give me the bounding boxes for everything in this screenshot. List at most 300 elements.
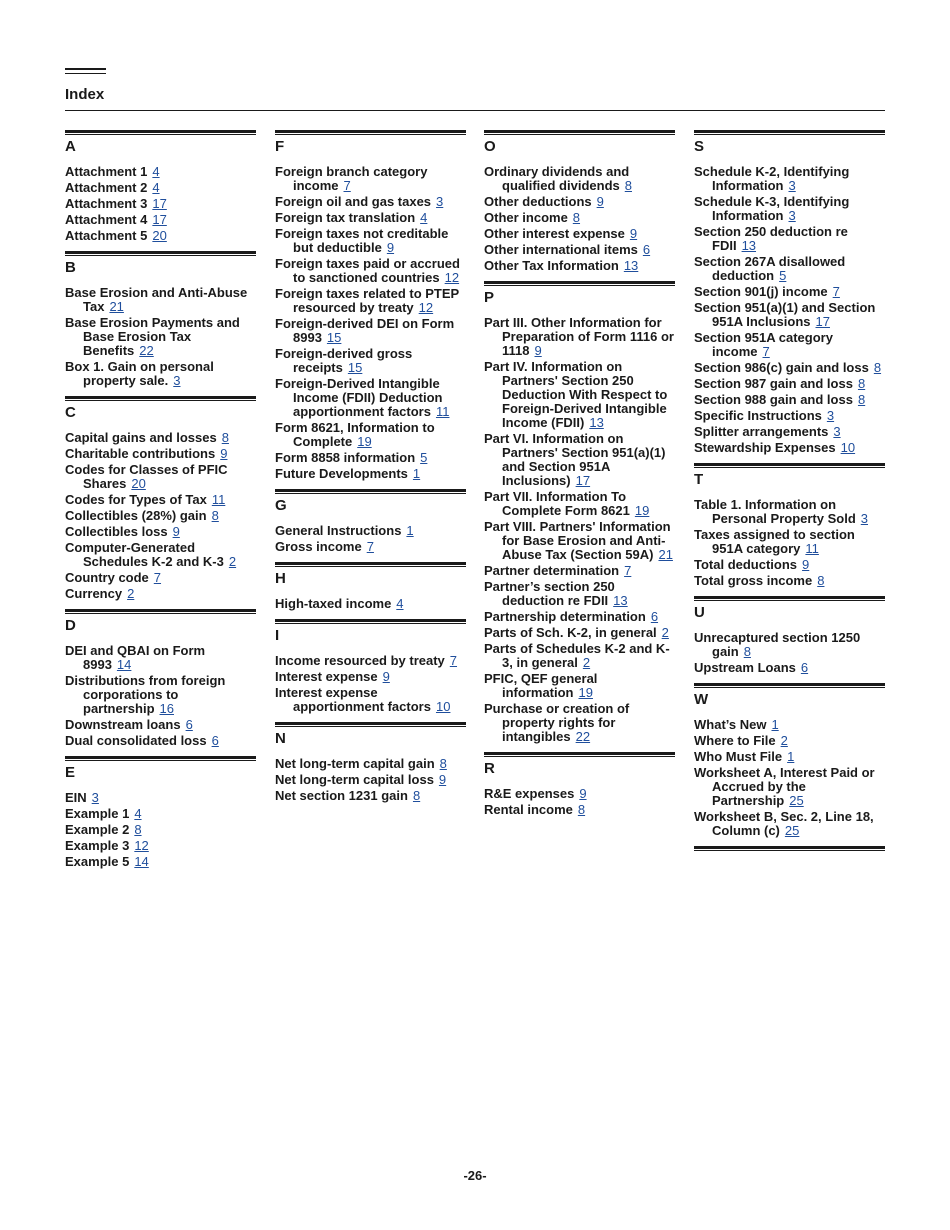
entry-text: High-taxed income	[275, 596, 392, 611]
section-letter: H	[275, 570, 286, 587]
entry-text: Interest expense	[275, 669, 378, 684]
page-link[interactable]: 15	[347, 360, 363, 375]
index-entry	[484, 432, 675, 488]
page-link[interactable]: 13	[613, 593, 628, 608]
index-section-i	[275, 619, 466, 722]
index-entry	[694, 377, 885, 391]
page-link[interactable]: 2	[228, 554, 237, 569]
entry-text: Partner determination	[484, 563, 620, 578]
index-entry	[694, 409, 885, 423]
entry-text: Section 987 gain and loss	[694, 376, 853, 391]
page-link[interactable]: 13	[589, 415, 604, 430]
entry-list	[275, 597, 466, 619]
index-entry	[65, 587, 256, 601]
page-link[interactable]: 4	[152, 164, 160, 179]
entry-text: DEI and QBAI on Form 8993	[65, 643, 206, 672]
page-link[interactable]: 2	[661, 625, 669, 640]
index-entry	[275, 670, 466, 684]
page-link[interactable]: 1	[406, 523, 414, 538]
page-link[interactable]: 17	[152, 196, 167, 211]
entry-text: Interest expense apportionment factors	[275, 685, 431, 714]
page-link[interactable]: 6	[642, 242, 651, 257]
entry-text: Example 3	[65, 838, 130, 853]
page-link[interactable]: 8	[134, 822, 142, 837]
index-section-p	[484, 281, 675, 752]
page-link[interactable]: 7	[153, 570, 162, 585]
section-letter: R	[484, 760, 495, 777]
index-entry	[65, 734, 256, 748]
section-divider	[694, 130, 885, 135]
page-link[interactable]: 25	[789, 793, 804, 808]
page-link[interactable]: 19	[634, 503, 650, 518]
index-entry	[65, 674, 256, 716]
index-entry	[275, 789, 466, 803]
page-link[interactable]: 7	[624, 563, 632, 578]
entry-list	[484, 165, 675, 281]
page-link[interactable]: 20	[152, 228, 167, 243]
index-entry	[65, 431, 256, 445]
entry-text: Example 5	[65, 854, 130, 869]
section-divider	[484, 281, 675, 286]
entry-text: Gross income	[275, 539, 362, 554]
page-link[interactable]: 3	[860, 511, 868, 526]
entry-text: Future Developments	[275, 466, 408, 481]
page-link[interactable]: 8	[743, 644, 751, 659]
index-entry	[65, 316, 256, 358]
index-entry	[484, 580, 675, 608]
index-entry	[65, 493, 256, 507]
index-section-o	[484, 130, 675, 281]
index-entry	[694, 810, 885, 838]
entry-text: Other Tax Information	[484, 258, 619, 273]
entry-text: Charitable contributions	[65, 446, 216, 461]
entry-list	[694, 631, 885, 683]
page-link[interactable]: 8	[624, 178, 632, 193]
page-link[interactable]: 10	[840, 440, 856, 455]
page-link[interactable]: 4	[396, 596, 404, 611]
page-link[interactable]: 11	[805, 541, 819, 556]
entry-text: Income resourced by treaty	[275, 653, 445, 668]
entry-text: EIN	[65, 790, 87, 805]
entry-text: Net section 1231 gain	[275, 788, 408, 803]
page-link[interactable]: 5	[420, 450, 428, 465]
section-letter: C	[65, 404, 76, 421]
page-link[interactable]: 1	[771, 717, 779, 732]
index-entry	[65, 718, 256, 732]
page-link[interactable]: 19	[578, 685, 593, 700]
section-divider	[65, 251, 256, 256]
index-entry	[484, 672, 675, 700]
index-entry	[275, 195, 466, 209]
index-entry	[65, 571, 256, 585]
page-link[interactable]: 3	[788, 208, 796, 223]
index-entry	[275, 347, 466, 375]
index-entry	[65, 509, 256, 523]
index-column-1	[65, 130, 256, 877]
page-link[interactable]: 2	[127, 586, 135, 601]
index-section-g	[275, 489, 466, 562]
section-divider	[65, 609, 256, 614]
entry-text: Dual consolidated loss	[65, 733, 207, 748]
index-entry	[65, 360, 256, 388]
index-section-c	[65, 396, 256, 609]
entry-text: Part VIII. Partners' Information for Base Erosion and Anti-Abuse Tax (Section 59A)	[484, 519, 671, 562]
page-link[interactable]: 8	[439, 756, 447, 771]
page-link[interactable]: 3	[833, 424, 841, 439]
entry-text: Form 8621, Information to Complete	[275, 420, 435, 449]
index-entry	[65, 541, 256, 569]
index-entry	[65, 791, 256, 805]
column-end-divider	[694, 846, 885, 851]
index-entry	[694, 750, 885, 764]
page-link[interactable]: 9	[386, 240, 395, 255]
page-link[interactable]: 4	[420, 210, 428, 225]
page-link[interactable]: 1	[787, 749, 795, 764]
page-title: Index	[65, 86, 105, 103]
entry-list	[275, 524, 466, 562]
entry-text: Section 267A disallowed deduction	[694, 254, 846, 283]
index-entry	[275, 773, 466, 787]
index-entry	[484, 490, 675, 518]
page-link[interactable]: 19	[357, 434, 372, 449]
entry-text: Net long-term capital loss	[275, 772, 434, 787]
entry-text: Base Erosion and Anti-Abuse Tax	[65, 285, 248, 314]
entry-text: Example 1	[65, 806, 130, 821]
index-entry	[484, 702, 675, 744]
entry-text: General Instructions	[275, 523, 402, 538]
section-divider	[484, 752, 675, 757]
section-letter: E	[65, 764, 76, 781]
section-divider	[484, 130, 675, 135]
index-entry	[275, 686, 466, 714]
entry-text: Stewardship Expenses	[694, 440, 836, 455]
page-link[interactable]: 3	[91, 790, 99, 805]
index-section-f	[275, 130, 466, 489]
index-section-u	[694, 596, 885, 683]
section-letter: N	[275, 730, 286, 747]
page-link[interactable]: 9	[802, 557, 810, 572]
page-link[interactable]: 8	[412, 788, 421, 803]
entry-text: Other deductions	[484, 194, 592, 209]
page-link[interactable]: 13	[741, 238, 757, 253]
page-link[interactable]: 10	[435, 699, 451, 714]
entry-text: Collectibles loss	[65, 524, 168, 539]
entry-text: Foreign-derived DEI on Form 8993	[275, 316, 455, 345]
entry-text: Part IV. Information on Partners' Section 250 Deduction With Respect to Foreign-Derived Intangible Income (FDII)	[484, 359, 668, 430]
page-link[interactable]: 6	[211, 733, 219, 748]
entry-text: Foreign taxes paid or accrued to sanctioned countries	[275, 256, 460, 285]
page-link[interactable]: 9	[579, 786, 587, 801]
entry-list	[275, 165, 466, 489]
index-entry	[484, 360, 675, 430]
page-link[interactable]: 3	[788, 178, 796, 193]
entry-text: Attachment 4	[65, 212, 148, 227]
page-link[interactable]: 13	[623, 258, 639, 273]
page-link[interactable]: 7	[832, 284, 840, 299]
page-link[interactable]: 2	[780, 733, 788, 748]
page-link[interactable]: 8	[577, 802, 586, 817]
entry-text: Foreign-derived gross receipts	[275, 346, 413, 375]
page-link[interactable]: 17	[815, 314, 830, 329]
page-link[interactable]: 7	[366, 539, 374, 554]
page-link[interactable]: 25	[784, 823, 800, 838]
section-letter: O	[484, 138, 496, 155]
entry-text: Taxes assigned to section 951A category	[694, 527, 855, 556]
section-divider	[275, 130, 466, 135]
section-letter: G	[275, 497, 287, 514]
entry-list	[694, 498, 885, 596]
page-link[interactable]: 14	[134, 854, 149, 869]
page-link[interactable]: 17	[152, 212, 167, 227]
index-entry	[275, 257, 466, 285]
page-link[interactable]: 1	[412, 466, 421, 481]
index-section-s	[694, 130, 885, 463]
entry-list	[65, 644, 256, 756]
entry-text: Base Erosion Payments and Base Erosion Tax Benefits	[65, 315, 240, 358]
index-entry	[275, 421, 466, 449]
entry-text: Attachment 5	[65, 228, 148, 243]
index-entry	[65, 463, 256, 491]
index-entry	[484, 259, 675, 273]
page-link[interactable]: 8	[221, 430, 229, 445]
index-entry	[484, 803, 675, 817]
entry-text: Worksheet A, Interest Paid or Accrued by the Partnership	[694, 765, 875, 808]
page-link[interactable]: 14	[116, 657, 132, 672]
section-divider	[275, 619, 466, 624]
page-link[interactable]: 22	[139, 343, 154, 358]
page-link[interactable]: 9	[629, 226, 638, 241]
entry-text: Foreign taxes not creditable but deductible	[275, 226, 449, 255]
entry-text: Upstream Loans	[694, 660, 796, 675]
index-entry	[694, 225, 885, 253]
entry-text: Splitter arrangements	[694, 424, 829, 439]
page-link[interactable]: 7	[449, 653, 458, 668]
entry-text: Currency	[65, 586, 123, 601]
entry-text: Table 1. Information on Personal Property Sold	[694, 497, 856, 526]
index-section-t	[694, 463, 885, 596]
entry-text: Worksheet B, Sec. 2, Line 18, Column (c)	[694, 809, 874, 838]
index-entry	[484, 195, 675, 209]
section-divider	[275, 722, 466, 727]
entry-text: Codes for Types of Tax	[65, 492, 207, 507]
index-entry	[275, 165, 466, 193]
index-entry	[65, 447, 256, 461]
page-link[interactable]: 11	[435, 404, 450, 419]
page-link[interactable]: 12	[134, 838, 149, 853]
page-link[interactable]: 22	[575, 729, 591, 744]
entry-text: Part III. Other Information for Preparation of Form 1116 or 1118	[484, 315, 674, 358]
entry-text: Box 1. Gain on personal property sale.	[65, 359, 214, 388]
index-entry	[65, 855, 256, 869]
page-link[interactable]: 8	[857, 392, 866, 407]
index-entry	[275, 597, 466, 611]
page-link[interactable]: 15	[326, 330, 342, 345]
page-link[interactable]: 2	[582, 655, 591, 670]
entry-list	[65, 791, 256, 877]
index-entry	[694, 734, 885, 748]
entry-text: Total gross income	[694, 573, 813, 588]
section-letter: I	[275, 627, 280, 644]
entry-text: Foreign tax translation	[275, 210, 416, 225]
index-entry	[275, 467, 466, 481]
page-link[interactable]: 11	[211, 492, 226, 507]
index-entry	[65, 286, 256, 314]
section-divider	[694, 463, 885, 468]
entry-text: Distributions from foreign corporations to partnership	[65, 673, 226, 716]
page-link[interactable]: 7	[762, 344, 770, 359]
entry-text: Schedule K-2, Identifying Information	[694, 164, 850, 193]
index-entry	[275, 227, 466, 255]
page-link[interactable]: 4	[134, 806, 142, 821]
section-divider	[694, 683, 885, 688]
entry-list	[484, 316, 675, 752]
index-entry	[694, 255, 885, 283]
section-letter: B	[65, 259, 76, 276]
entry-text: Foreign oil and gas taxes	[275, 194, 432, 209]
entry-text: Foreign branch category income	[275, 164, 428, 193]
entry-list	[275, 654, 466, 722]
entry-text: Section 250 deduction re FDII	[694, 224, 848, 253]
section-divider	[65, 756, 256, 761]
index-entry	[484, 165, 675, 193]
section-divider	[65, 130, 256, 135]
section-letter: S	[694, 138, 705, 155]
section-letter: D	[65, 617, 76, 634]
page-link[interactable]: 9	[382, 669, 390, 684]
page-link[interactable]: 3	[826, 408, 835, 423]
entry-text: Part VII. Information To Complete Form 8621	[484, 489, 630, 518]
page-link[interactable]: 21	[658, 547, 673, 562]
entry-text: Other international items	[484, 242, 638, 257]
index-entry	[694, 195, 885, 223]
index-entry	[694, 361, 885, 375]
title-divider	[65, 110, 885, 111]
index-entry	[65, 644, 256, 672]
page-link[interactable]: 6	[800, 660, 809, 675]
entry-text: Where to File	[694, 733, 776, 748]
section-letter: W	[694, 691, 709, 708]
page-link[interactable]: 6	[185, 717, 193, 732]
index-entry	[484, 243, 675, 257]
entry-list	[65, 286, 256, 396]
index-entry	[65, 807, 256, 821]
entry-text: Total deductions	[694, 557, 798, 572]
entry-text: Foreign taxes related to PTEP resourced by treaty	[275, 286, 459, 315]
page-link[interactable]: 17	[575, 473, 591, 488]
page-link[interactable]: 9	[534, 343, 542, 358]
page-link[interactable]: 9	[220, 446, 228, 461]
page-link[interactable]: 9	[596, 194, 604, 209]
index-entry	[694, 528, 885, 556]
page-link[interactable]: 7	[343, 178, 351, 193]
header-decoration	[65, 68, 106, 74]
index-entry	[694, 331, 885, 359]
entry-text: Other income	[484, 210, 568, 225]
entry-text: Ordinary dividends and qualified dividends	[484, 164, 630, 193]
entry-text: Section 986(c) gain and loss	[694, 360, 869, 375]
index-entry	[484, 227, 675, 241]
page-link[interactable]: 8	[873, 360, 882, 375]
page-link[interactable]: 5	[779, 268, 787, 283]
index-section-e	[65, 756, 256, 877]
index-column-3	[484, 130, 675, 825]
entry-text: Parts of Schedules K-2 and K-3, in general	[484, 641, 670, 670]
index-entry	[484, 520, 675, 562]
page-link[interactable]: 3	[436, 194, 444, 209]
page-link[interactable]: 3	[173, 373, 181, 388]
index-entry	[484, 316, 675, 358]
entry-text: Collectibles (28%) gain	[65, 508, 207, 523]
page-link[interactable]: 8	[572, 210, 581, 225]
page-link[interactable]: 20	[131, 476, 146, 491]
index-entry	[65, 823, 256, 837]
page-link[interactable]: 8	[857, 376, 866, 391]
page-link[interactable]: 12	[444, 270, 460, 285]
entry-text: Purchase or creation of property rights for intangibles	[484, 701, 630, 744]
page-link[interactable]: 16	[159, 701, 174, 716]
index-entry	[275, 757, 466, 771]
index-entry	[275, 211, 466, 225]
index-entry	[275, 287, 466, 315]
entry-list	[694, 718, 885, 846]
page-link[interactable]: 9	[172, 524, 180, 539]
section-letter: A	[65, 138, 76, 155]
index-entry	[484, 610, 675, 624]
index-section-b	[65, 251, 256, 396]
page-link[interactable]: 8	[817, 573, 825, 588]
page-link[interactable]: 4	[152, 180, 160, 195]
entry-text: Computer-Generated Schedules K-2 and K-3	[65, 540, 224, 569]
entry-list	[484, 787, 675, 825]
page-link[interactable]: 9	[438, 772, 447, 787]
index-entry	[694, 425, 885, 439]
page-link[interactable]: 8	[211, 508, 219, 523]
index-section-n	[275, 722, 466, 811]
section-divider	[275, 489, 466, 494]
index-entry	[275, 540, 466, 554]
index-section-a	[65, 130, 256, 251]
index-entry	[275, 317, 466, 345]
entry-list	[694, 165, 885, 463]
index-entry	[65, 197, 256, 211]
page-link[interactable]: 12	[418, 300, 434, 315]
index-entry	[694, 301, 885, 329]
index-entry	[275, 451, 466, 465]
index-entry	[484, 564, 675, 578]
entry-text: Downstream loans	[65, 717, 181, 732]
index-entry	[65, 525, 256, 539]
entry-text: Section 951(a)(1) and Section 951A Inclusions	[694, 300, 876, 329]
page-number: -26-	[463, 1168, 487, 1183]
entry-text: Section 951A category income	[694, 330, 833, 359]
index-entry	[484, 787, 675, 801]
page-link[interactable]: 6	[650, 609, 659, 624]
entry-text: Form 8858 information	[275, 450, 416, 465]
index-entry	[275, 524, 466, 538]
index-column-2	[275, 130, 466, 811]
entry-text: Foreign-Derived Intangible Income (FDII) Deduction apportionment factors	[275, 376, 443, 419]
entry-list	[65, 431, 256, 609]
entry-text: Specific Instructions	[694, 408, 822, 423]
index-entry	[694, 631, 885, 659]
entry-text: Partnership determination	[484, 609, 646, 624]
index-entry	[694, 766, 885, 808]
index-section-w	[694, 683, 885, 846]
entry-text: Capital gains and losses	[65, 430, 217, 445]
section-letter: F	[275, 138, 285, 155]
entry-text: What’s New	[694, 717, 767, 732]
page-link[interactable]: 21	[109, 299, 124, 314]
